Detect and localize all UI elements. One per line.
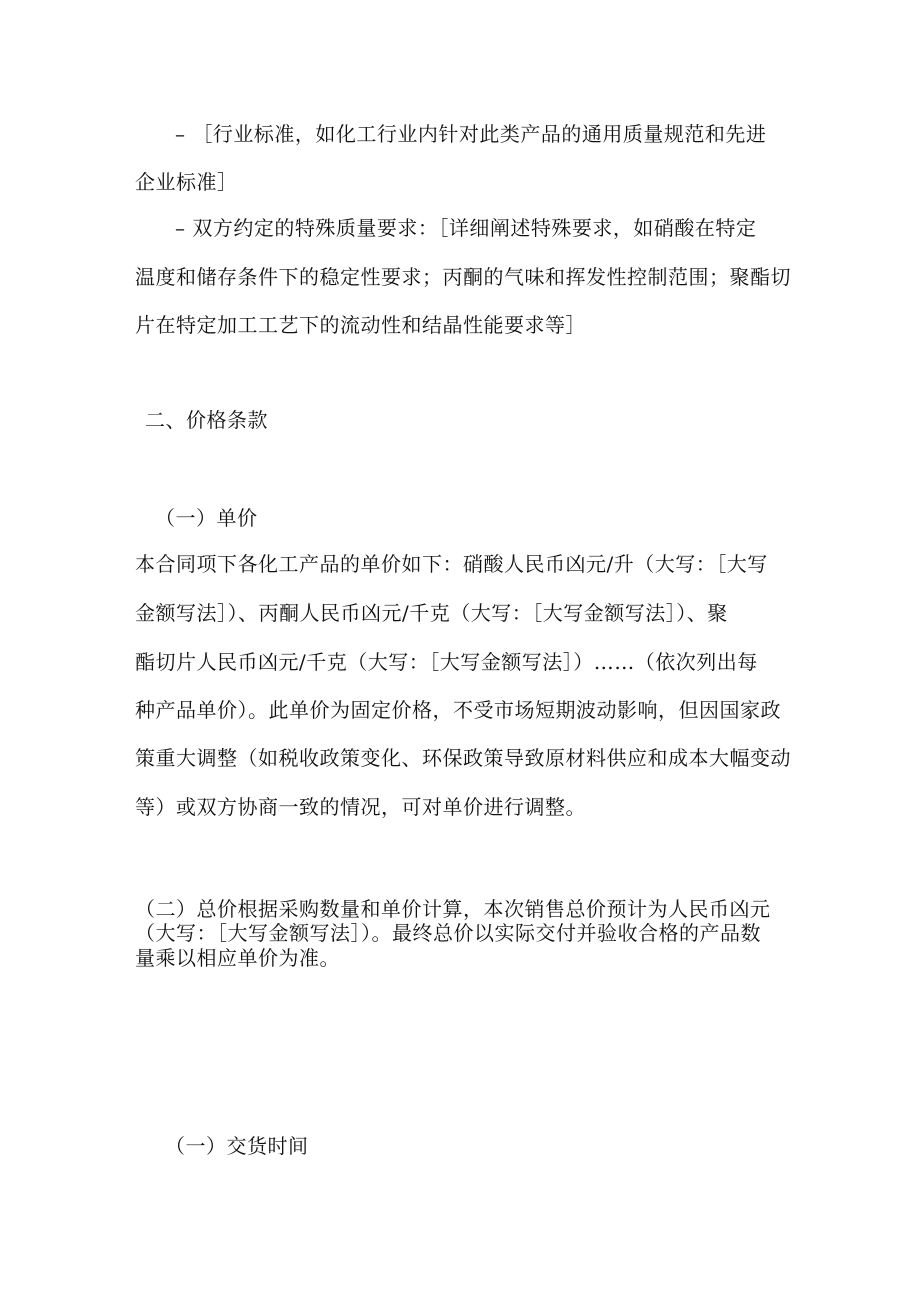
unit-price-line: 种产品单价）。此单价为固定价格，不受市场短期波动影响，但因国家政: [135, 698, 781, 722]
special-requirement-line-3: 片在特定加工工艺下的流动性和结晶性能要求等］: [135, 313, 586, 337]
total-price-line: （二）总价根据采购数量和单价计算，本次销售总价预计为人民币凶元: [135, 897, 771, 921]
unit-price-line: 等）或双方协商一致的情况，可对单价进行调整。: [135, 795, 586, 819]
unit-price-line: 本合同项下各化工产品的单价如下：硝酸人民币凶元/升（大写：［大写: [135, 552, 768, 576]
unit-price-line: 策重大调整（如税收政策变化、环保政策导致原材料供应和成本大幅变动: [135, 746, 791, 770]
unit-price-line: 金额写法］）、丙酮人民币凶元/千克（大写：［大写金额写法］）、聚: [135, 601, 728, 625]
industry-standard-line-1: – ［行业标准，如化工行业内针对此类产品的通用质量规范和先进: [175, 122, 767, 146]
special-requirement-line-2: 温度和储存条件下的稳定性要求；丙酮的气味和挥发性控制范围；聚酯切: [135, 265, 791, 289]
price-section-heading: 二、价格条款: [145, 408, 268, 432]
total-price-line: （大写：［大写金额写法］）。最终总价以实际交付并验收合格的产品数: [135, 921, 761, 945]
delivery-time-title: （一）交货时间: [165, 1134, 309, 1158]
total-price-line: 量乘以相应单价为准。: [135, 946, 340, 970]
special-requirement-line-1: – 双方约定的特殊质量要求：［详细阐述特殊要求，如硝酸在特定: [175, 216, 757, 240]
unit-price-line: 酯切片人民币凶元/千克（大写：［大写金额写法］）……（依次列出每: [135, 650, 758, 674]
unit-price-title: （一）单价: [155, 506, 258, 530]
industry-standard-line-2: 企业标准］: [135, 170, 238, 194]
